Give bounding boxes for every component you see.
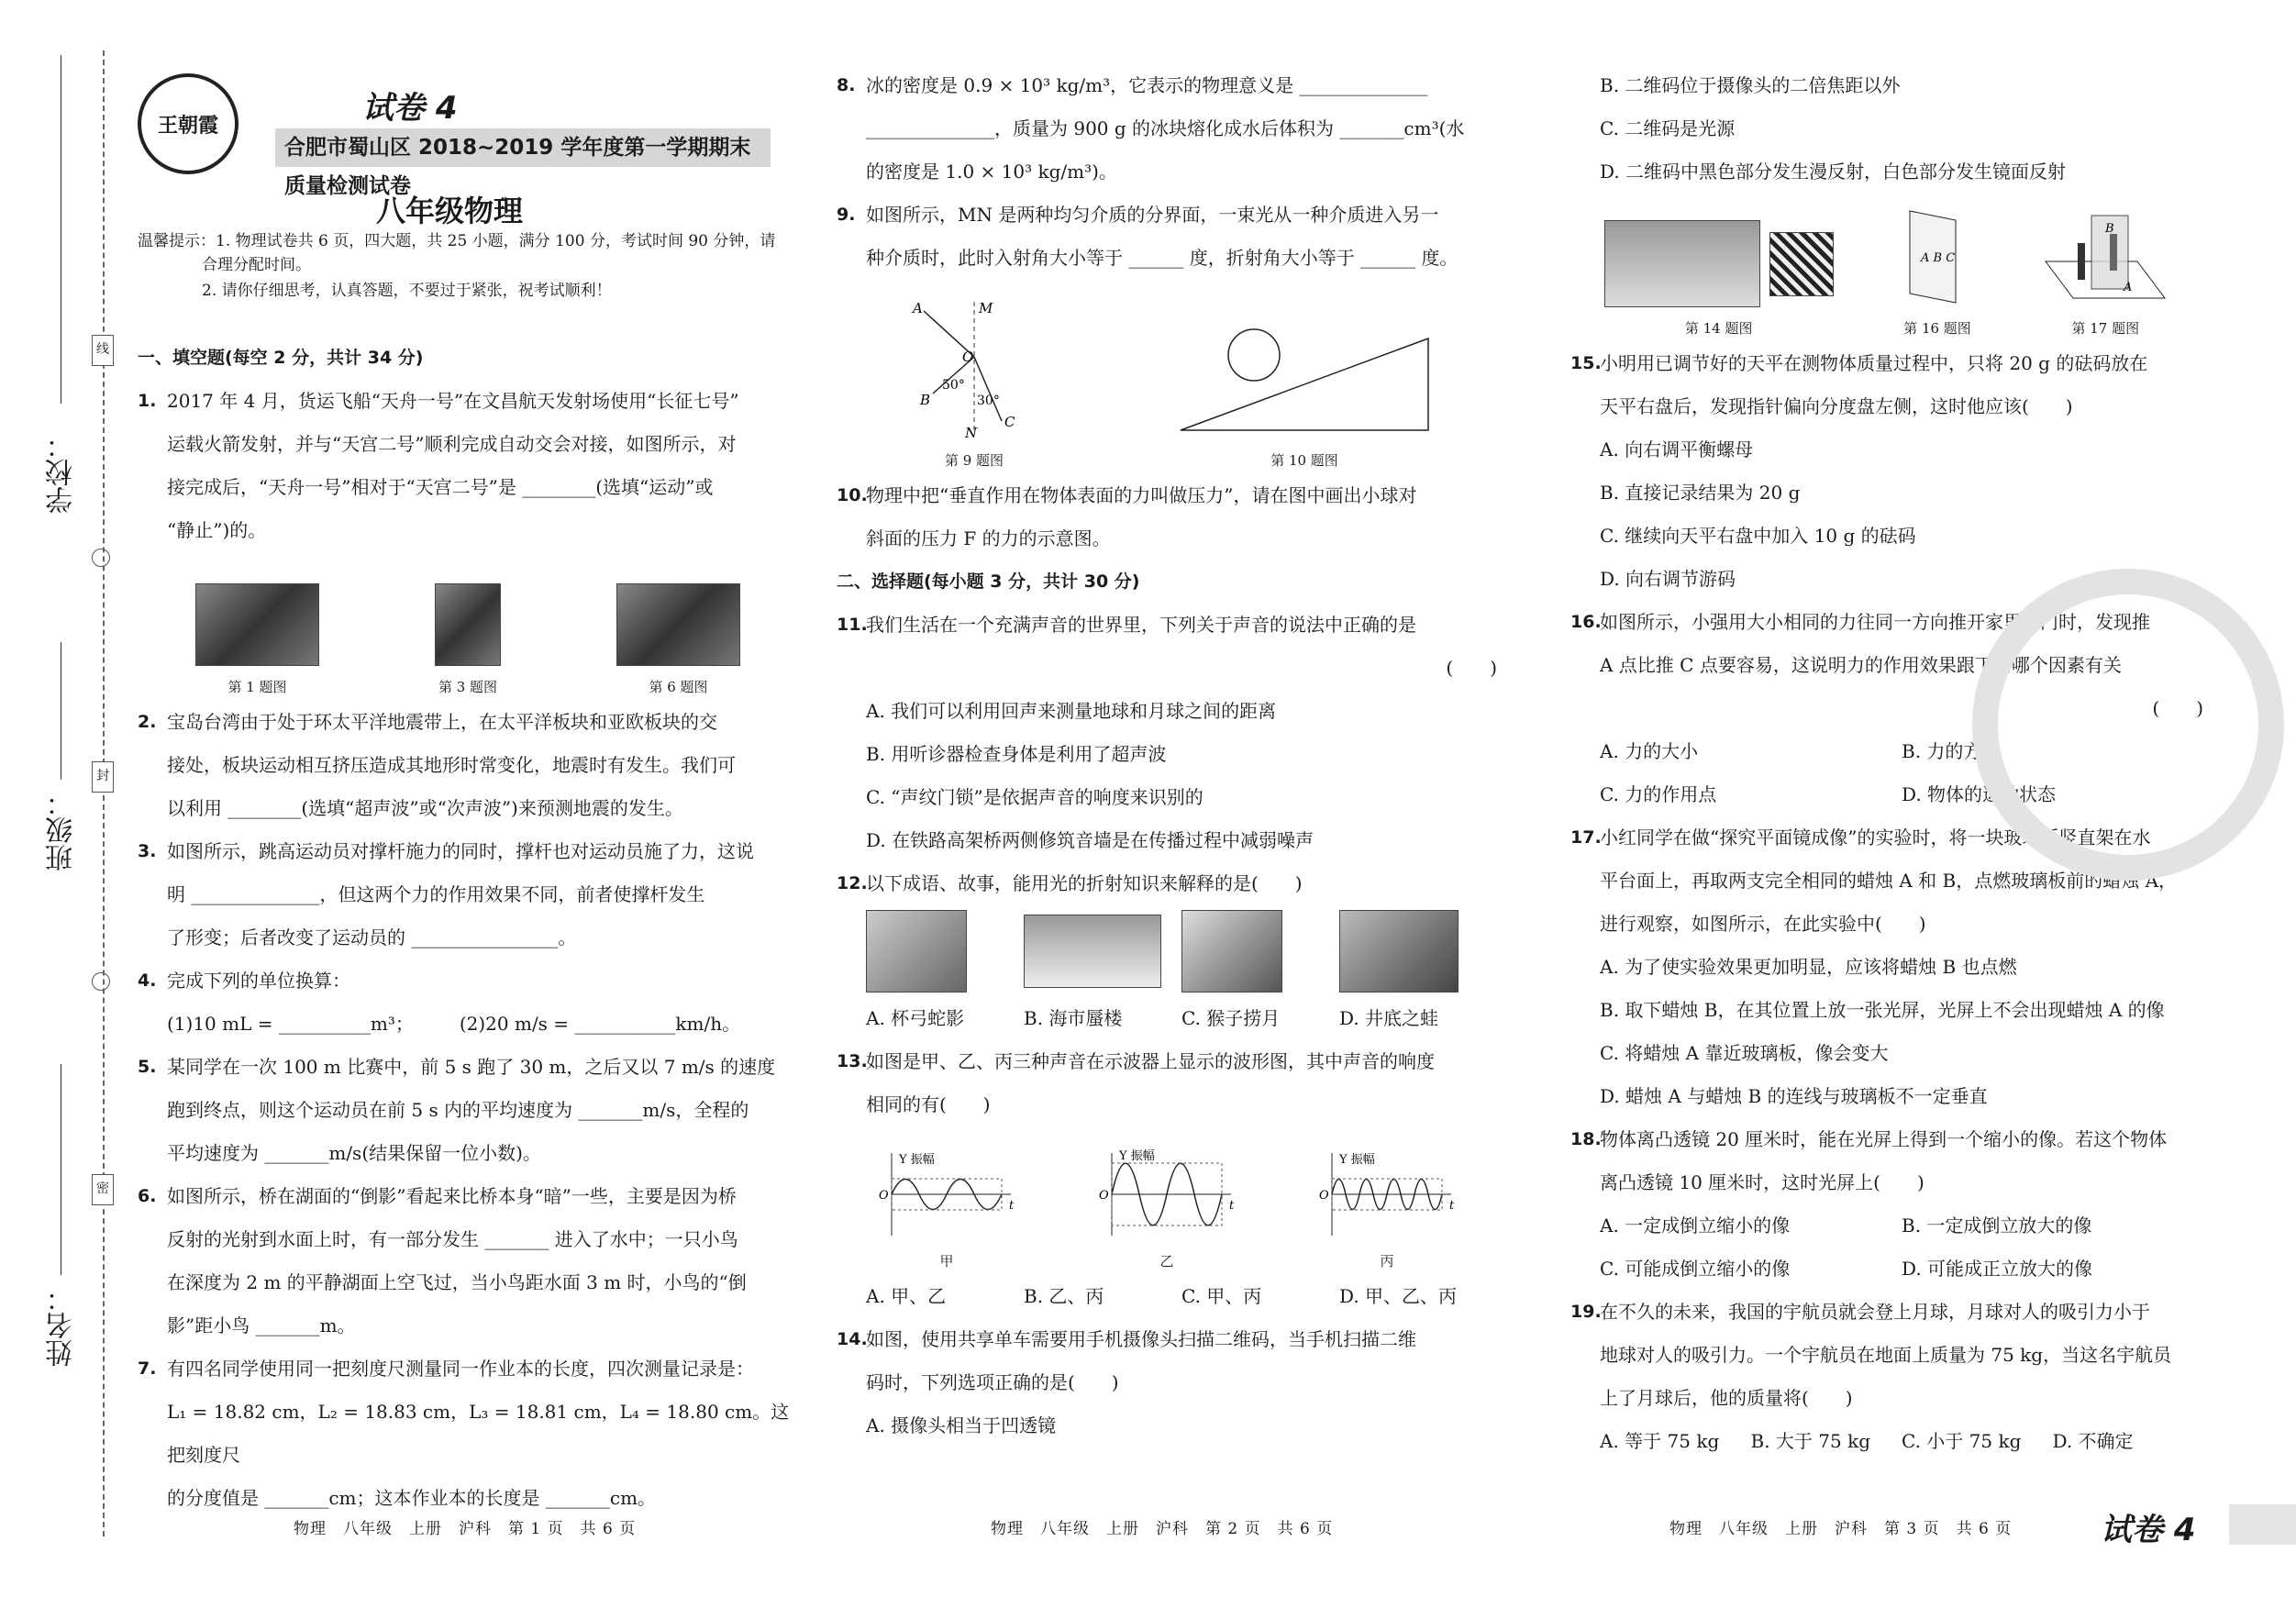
question-14 <box>837 1318 1497 1404</box>
option-c: C. 力的作用点 <box>1600 783 1717 805</box>
picture-bow-snake <box>866 910 967 993</box>
question-number: 5. <box>138 1057 157 1077</box>
incline-diagram <box>1171 311 1437 439</box>
question-text: 冰的密度是 0.9 × 10³ kg/m³，它表示的物理意义是 ______________ <box>866 74 1428 96</box>
question-text: 我们生活在一个充满声音的世界里，下列关于声音的说法中正确的是 <box>866 614 1416 636</box>
option-a: A. 我们可以利用回声来测量地球和月球之间的距离 <box>866 700 1277 722</box>
class-label: 班级： <box>46 789 78 871</box>
question-number: 7. <box>138 1359 157 1379</box>
option-c: C. 甲、丙 <box>1181 1285 1262 1307</box>
answer-paren: ( ) <box>1446 657 1497 679</box>
question-number: 14. <box>837 1329 868 1349</box>
question-number: 11. <box>837 615 868 635</box>
question-6 <box>138 1175 798 1347</box>
option-d: D. 不确定 <box>2052 1430 2134 1452</box>
origin-label: O <box>879 1189 889 1203</box>
question-number: 9. <box>837 205 856 225</box>
question-text: 平均速度为 _______m/s(结果保留一位小数)。 <box>167 1142 541 1164</box>
publisher-logo: 王朝霞 <box>138 73 238 174</box>
door-points-label: A B C <box>1920 251 1956 265</box>
bridge-photo <box>616 583 740 666</box>
option-b: B. 直接记录结果为 20 g <box>1600 482 1801 504</box>
option-b: B. 用听诊器检查身体是利用了超声波 <box>866 743 1167 765</box>
exam-number-title: 试卷 4 <box>362 90 458 127</box>
question-number: 10. <box>837 485 868 505</box>
question-text: 如图是甲、乙、丙三种声音在示波器上显示的波形图，其中声音的响度 <box>866 1050 1435 1072</box>
question-text: ______________，质量为 900 g 的冰块熔化成水后体积为 _______cm³(水 <box>866 117 1465 139</box>
question-text: 地球对人的吸引力。一个宇航员在地面上质量为 75 kg，当这名宇航员 <box>1600 1344 2172 1366</box>
footer-page-2: 物理 八年级 上册 沪科 第 2 页 共 6 页 <box>991 1520 1334 1538</box>
question-13 <box>837 1040 1497 1126</box>
figure-row-1 <box>138 558 798 695</box>
q19-options <box>1570 1420 2203 1463</box>
question-text: 平台面上，再取两支完全相同的蜡烛 A 和 B，点燃玻璃板前的蜡烛 A， <box>1600 870 2178 892</box>
margin-mark-line: 线 <box>92 335 114 366</box>
t-axis-label: t <box>1009 1199 1015 1213</box>
option-a: A. 等于 75 kg <box>1600 1430 1720 1452</box>
figure <box>435 583 501 695</box>
angle-30: 30° <box>977 394 1000 408</box>
refraction-figure <box>896 293 1052 469</box>
question-text: 如图所示，MN 是两种均匀介质的分界面，一束光从一种介质进入另一 <box>866 204 1439 226</box>
q18-options-row-1 <box>1570 1204 2203 1248</box>
option-d: D. 井底之蛙 <box>1339 1007 1439 1029</box>
question-text: 在深度为 2 m 的平静湖面上空飞过，当小鸟距水面 3 m 时，小鸟的“倒 <box>167 1271 747 1293</box>
option-d: D. 向右调节游码 <box>1600 568 1736 590</box>
answer-paren: ( ) <box>2152 697 2203 719</box>
option-d: D. 甲、乙、丙 <box>1339 1285 1458 1307</box>
waveform-yi <box>1093 1148 1240 1270</box>
option-d: D. 可能成正立放大的像 <box>1902 1258 2093 1280</box>
q18-options-row-2 <box>1570 1248 2203 1291</box>
figure-caption: 第 3 题图 <box>438 679 498 695</box>
question-text: 有四名同学使用同一把刻度尺测量同一作业本的长度，四次测量记录是： <box>167 1358 754 1380</box>
question-number: 2. <box>138 712 157 732</box>
option-c: C. 猴子捞月 <box>1181 1007 1281 1029</box>
label-o: O <box>962 349 974 365</box>
q12-options <box>837 997 1497 1040</box>
question-text: 明 ______________，但这两个力的作用效果不同，前者使撑杆发生 <box>167 883 705 905</box>
tips-line-2: 合理分配时间。 <box>202 256 311 274</box>
option-b: B. 力的方向 <box>1902 740 2001 762</box>
question-4 <box>138 959 798 1046</box>
question-2 <box>138 701 798 830</box>
question-number: 13. <box>837 1051 868 1071</box>
question-text: 反射的光射到水面上时，有一部分发生 _______ 进入了水中；一只小鸟 <box>167 1228 738 1250</box>
question-11 <box>837 604 1497 690</box>
margin-mark-seal: 封 <box>92 761 114 793</box>
label-c: C <box>1004 414 1015 430</box>
option-a: A. 为了使实验效果更加明显，应该将蜡烛 B 也点燃 <box>1600 956 2017 978</box>
question-text: 上了月球后，他的质量将( ) <box>1600 1387 1853 1409</box>
question-text: 如图所示，跳高运动员对撑杆施力的同时，撑杆也对运动员施了力，这说 <box>167 840 754 862</box>
question-text: 影”距小鸟 _______m。 <box>167 1314 356 1336</box>
option-a: A. 向右调平衡螺母 <box>1600 438 1754 460</box>
figure-caption: 第 14 题图 <box>1684 320 1753 337</box>
question-text: 相同的有( ) <box>866 1093 991 1115</box>
question-number: 3. <box>138 841 157 861</box>
question-number: 1. <box>138 391 157 411</box>
question-text: 接完成后，“天舟一号”相对于“天宫二号”是 ________(选填“运动”或 <box>167 476 714 498</box>
tips-line-1: 温馨提示：1. 物理试卷共 6 页，四大题，共 25 小题，满分 100 分，考试时间 90 分钟，请 <box>138 232 776 250</box>
y-axis-label: Y 振幅 <box>1119 1149 1155 1163</box>
question-text: A 点比推 C 点要容易，这说明力的作用效果跟下面哪个因素有关 <box>1600 654 2122 676</box>
waveform-bing <box>1314 1148 1460 1270</box>
mirror-diagram <box>2041 206 2169 307</box>
q12-pictures <box>837 905 1497 997</box>
question-8 <box>837 64 1497 194</box>
question-text: 如图，使用共享单车需要用手机摄像头扫描二维码，当手机扫描二维 <box>866 1328 1416 1350</box>
question-5 <box>138 1046 798 1175</box>
incline-figure <box>1171 311 1437 469</box>
option-a: A. 杯弓蛇影 <box>866 1007 965 1029</box>
question-number: 16. <box>1570 612 1602 632</box>
option-b: B. 二维码位于摄像头的二倍焦距以外 <box>1600 74 1901 96</box>
waveform-jia-plot <box>873 1148 1020 1240</box>
option-d: D. 蜡烛 A 与蜡烛 B 的连线与玻璃板不一定垂直 <box>1600 1085 1988 1107</box>
watermark-stamp <box>1972 569 2284 881</box>
figure <box>616 583 740 695</box>
exam-badge: 试卷 4 <box>2101 1512 2196 1548</box>
option-d: D. 物体的运动状态 <box>1902 783 2057 805</box>
question-text: 如图所示，小强用大小相同的力往同一方向推开家里的门时，发现推 <box>1600 611 2150 633</box>
margin-mark-secret: 密 <box>92 1174 114 1205</box>
origin-label: O <box>1099 1189 1109 1203</box>
figure-caption: 第 9 题图 <box>944 452 1004 469</box>
question-text: 种介质时，此时入射角大小等于 ______ 度，折射角大小等于 ______ 度。 <box>866 247 1459 269</box>
option-a: A. 一定成倒立缩小的像 <box>1600 1214 1791 1237</box>
option-d: D. 二维码中黑色部分发生漫反射，白色部分发生镜面反射 <box>1600 161 2067 183</box>
question-text: 以利用 ________(选填“超声波”或“次声波”)来预测地震的发生。 <box>167 797 683 819</box>
footer-page-1: 物理 八年级 上册 沪科 第 1 页 共 6 页 <box>294 1520 637 1538</box>
question-text: 完成下列的单位换算： <box>167 970 350 992</box>
question-text: L₁ = 18.82 cm，L₂ = 18.83 cm，L₃ = 18.81 cm，L₄ = 18.80 cm。这把刻度尺 <box>167 1401 790 1466</box>
figure-row-14-17 <box>1570 199 2203 337</box>
tips-line-3: 2. 请你仔细思考，认真答题，不要过于紧张，祝考试顺利！ <box>202 282 612 300</box>
figure-16 <box>1901 206 1974 337</box>
label-n: N <box>965 425 978 439</box>
option-c: C. 继续向天平右盘中加入 10 g 的砝码 <box>1600 525 1916 547</box>
refraction-diagram <box>896 293 1052 439</box>
name-label: 姓名： <box>46 1284 78 1367</box>
q13-options <box>837 1275 1497 1318</box>
binding-dashed-line <box>103 50 105 1536</box>
question-text: “静止”)的。 <box>167 519 267 541</box>
question-18 <box>1570 1118 2203 1204</box>
question-7 <box>138 1347 798 1520</box>
figure-caption: 第 10 题图 <box>1270 452 1338 469</box>
candle-b-label: B <box>2105 222 2114 236</box>
option-c: C. 二维码是光源 <box>1600 117 1736 139</box>
question-12 <box>837 862 1497 905</box>
option-b: B. 乙、丙 <box>1024 1285 1104 1307</box>
question-text: 小明用已调节好的天平在测物体质量过程中，只将 20 g 的砝码放在 <box>1600 352 2148 374</box>
question-text: 的分度值是 _______cm；这本作业本的长度是 _______cm。 <box>167 1487 657 1509</box>
figure-caption: 第 17 题图 <box>2071 320 2140 337</box>
picture-frog <box>1339 910 1459 993</box>
question-text: 以下成语、故事，能用光的折射知识来解释的是( ) <box>866 872 1303 894</box>
question-15 <box>1570 342 2203 428</box>
option-b: B. 一定成倒立放大的像 <box>1902 1214 2092 1237</box>
badge-bar <box>2229 1504 2296 1545</box>
angle-50: 50° <box>942 378 965 393</box>
question-10 <box>837 474 1497 560</box>
candle-a-label: A <box>2124 281 2133 294</box>
figure-caption: 第 16 题图 <box>1903 320 1971 337</box>
question-9 <box>837 194 1497 280</box>
door-diagram <box>1901 206 1974 307</box>
figure <box>195 583 319 695</box>
question-text: 某同学在一次 100 m 比赛中，前 5 s 跑了 30 m，之后又以 7 m/s 的速度 <box>167 1056 776 1078</box>
option-a: A. 摄像头相当于凹透镜 <box>866 1414 1057 1436</box>
question-number: 19. <box>1570 1302 1602 1322</box>
section-title: 一、填空题(每空 2 分，共计 34 分) <box>138 348 424 368</box>
question-number: 18. <box>1570 1129 1602 1149</box>
question-text: 接处，板块运动相互挤压造成其地形时常变化，地震时有发生。我们可 <box>167 754 736 776</box>
figure-17 <box>2041 206 2169 337</box>
question-text: 码时，下列选项正确的是( ) <box>866 1371 1119 1393</box>
figure-caption: 第 1 题图 <box>227 679 287 695</box>
question-text: 斜面的压力 F 的力的示意图。 <box>866 527 1111 549</box>
bikes-photo <box>1604 220 1760 307</box>
question-number: 4. <box>138 970 157 991</box>
question-text: 跑到终点，则这个运动员在前 5 s 内的平均速度为 _______m/s，全程的 <box>167 1099 749 1121</box>
question-1 <box>138 380 798 552</box>
option-c: C. 可能成倒立缩小的像 <box>1600 1258 1791 1280</box>
waveform-row <box>837 1132 1497 1270</box>
waveform-caption: 甲 <box>939 1253 954 1270</box>
t-axis-label: t <box>1449 1199 1455 1213</box>
picture-monkey <box>1181 910 1282 993</box>
t-axis-label: t <box>1229 1199 1235 1213</box>
section-title: 二、选择题(每小题 3 分，共计 30 分) <box>837 571 1140 592</box>
margin-circle <box>92 549 110 567</box>
picture-mirage <box>1024 915 1161 988</box>
margin-circle <box>92 972 110 991</box>
column-2 <box>837 64 1497 1447</box>
exam-subtitle: 合肥市蜀山区 2018~2019 学年度第一学期期末质量检测试卷 <box>275 128 771 167</box>
question-number: 15. <box>1570 353 1602 373</box>
school-label: 学校： <box>46 431 78 514</box>
subject-title: 八年级物理 <box>376 194 524 228</box>
y-axis-label: Y 振幅 <box>899 1153 935 1167</box>
question-19 <box>1570 1291 2203 1420</box>
option-a: A. 甲、乙 <box>866 1285 947 1307</box>
footer-page-3: 物理 八年级 上册 沪科 第 3 页 共 6 页 <box>1669 1520 2013 1538</box>
question-text: 小红同学在做“探究平面镜成像”的实验时，将一块玻璃板竖直架在水 <box>1600 826 2151 848</box>
question-text: 了形变；后者改变了运动员的 ________________。 <box>167 926 577 948</box>
question-text: 物体离凸透镜 20 厘米时，能在光屏上得到一个缩小的像。若这个物体 <box>1600 1128 2168 1150</box>
question-number: 6. <box>138 1186 157 1206</box>
option-b: B. 取下蜡烛 B，在其位置上放一张光屏，光屏上不会出现蜡烛 A 的像 <box>1600 999 2165 1021</box>
spacecraft-photo <box>195 583 319 666</box>
question-text: 宝岛台湾由于处于环太平洋地震带上，在太平洋板块和亚欧板块的交 <box>167 711 717 733</box>
label-b: B <box>920 392 931 408</box>
question-text: (1)10 mL = __________m³； (2)20 m/s = ___________km/h。 <box>167 1013 741 1035</box>
waveform-yi-plot <box>1093 1148 1240 1240</box>
question-text: 2017 年 4 月，货运飞船“天舟一号”在文昌航天发射场使用“长征七号” <box>167 390 739 412</box>
option-a: A. 力的大小 <box>1600 740 1699 762</box>
question-text: 在不久的未来，我国的宇航员就会登上月球，月球对人的吸引力小于 <box>1600 1301 2150 1323</box>
option-d: D. 在铁路高架桥两侧修筑音墙是在传播过程中减弱噪声 <box>866 829 1314 851</box>
question-number: 17. <box>1570 827 1602 848</box>
question-text: 离凸透镜 10 厘米时，这时光屏上( ) <box>1600 1171 1924 1193</box>
waveform-caption: 丙 <box>1380 1253 1394 1270</box>
question-text: 进行观察，如图所示，在此实验中( ) <box>1600 913 1926 935</box>
label-a: A <box>913 300 923 316</box>
figure-14 <box>1604 220 1834 337</box>
question-text: 如图所示，桥在湖面的“倒影”看起来比桥本身“暗”一些，主要是因为桥 <box>167 1185 737 1207</box>
option-b: B. 大于 75 kg <box>1750 1430 1870 1452</box>
option-c: C. 将蜡烛 A 靠近玻璃板，像会变大 <box>1600 1042 1889 1064</box>
question-text: 运载火箭发射，并与“天宫二号”顺利完成自动交会对接，如图所示，对 <box>167 433 737 455</box>
pole-vault-photo <box>435 583 501 666</box>
question-number: 8. <box>837 75 856 95</box>
column-1 <box>138 337 798 1520</box>
y-axis-label: Y 振幅 <box>1339 1153 1375 1167</box>
question-number: 12. <box>837 873 868 893</box>
label-m: M <box>979 300 993 316</box>
option-c: C. 小于 75 kg <box>1902 1430 2022 1452</box>
figure-row-9-10 <box>837 285 1497 469</box>
question-text: 物理中把“垂直作用在物体表面的力叫做压力”，请在图中画出小球对 <box>866 484 1417 506</box>
question-3 <box>138 830 798 959</box>
option-c: C. “声纹门锁”是依据声音的响度来识别的 <box>866 786 1203 808</box>
waveform-jia <box>873 1148 1020 1270</box>
question-text: 天平右盘后，发现指针偏向分度盘左侧，这时他应该( ) <box>1600 395 2073 417</box>
question-text: 的密度是 1.0 × 10³ kg/m³)。 <box>866 161 1117 183</box>
waveform-bing-plot <box>1314 1148 1460 1240</box>
origin-label: O <box>1319 1189 1329 1203</box>
figure-caption: 第 6 题图 <box>649 679 708 695</box>
waveform-caption: 乙 <box>1159 1253 1174 1270</box>
option-b: B. 海市蜃楼 <box>1024 1007 1123 1029</box>
qr-code-image <box>1769 232 1834 296</box>
